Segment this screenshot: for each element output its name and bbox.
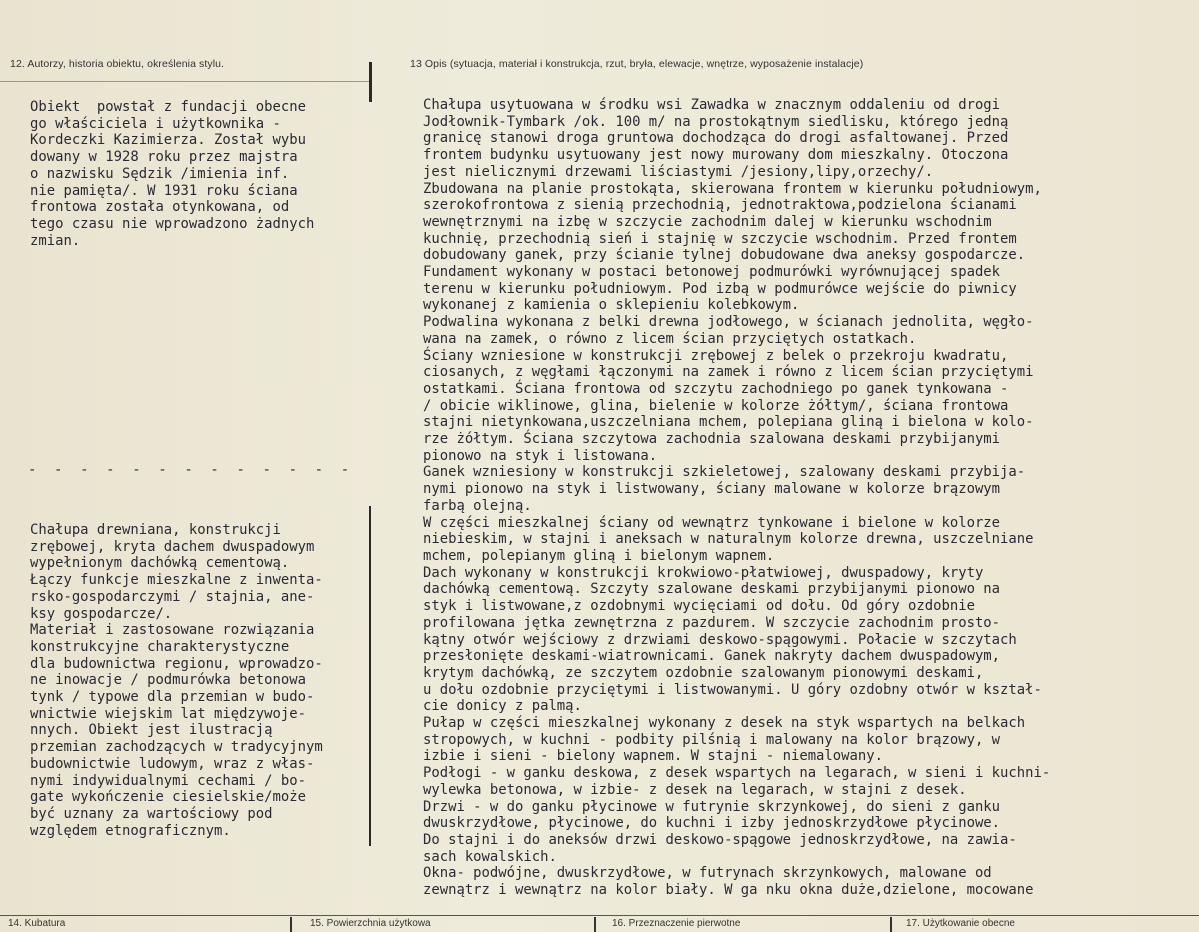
text-line: / obicie wiklinowe, glina, bielenie w kolorze żółtym/, ściana frontowa [423,397,1009,414]
text-line: Okna- podwójne, dwuskrzydłowe, w futrynach skrzynkowych, malowane od [423,865,992,882]
text-line: W części mieszkalnej ściany od wewnątrz tynkowane i bielone w kolorze [423,514,1001,531]
building-description-text [423,97,1193,899]
text-line: dachówką cementową. Szczyty szalowane deskami przybijanymi pionowo na [423,581,1001,598]
text-line: zrębowej, kryta dachem dwuspadowym [30,538,315,555]
text-line: Dach wykonany w konstrukcji krokwiowo-płatwiowej, dwuspadowy, kryty [423,564,984,581]
text-line: stropowych, w kuchni - podbity pilśnią i malowany na kolor brązowy, w [423,731,1001,748]
text-line: dwuskrzydłowe, płycinowe, do kuchni i izby jednoskrzydłowe płycinowe. [423,815,1001,832]
text-line: terenu w kierunku południowym. Pod izbą w podmurówce wejście do piwnicy [423,280,1017,297]
text-line: pionowo na styk i listowana. [423,447,658,464]
section-13-header: 13 Opis (sytuacja, materiał i konstrukcja, rzut, bryła, elewacje, wnętrze, wyposażenie instalacje) [410,58,864,70]
text-line: Pułap w części mieszkalnej wykonany z desek na styk wspartych na belkach [423,715,1026,732]
text-line: frontem budynku usytuowany jest nowy murowany dom mieszkalny. Otoczona [423,147,1009,164]
text-line: szerokofrontowa z sienią przechodnią, jednotraktowa,podzielona ścianami [423,197,1017,214]
text-line: dla budownictwa regionu, wprowadzo- [30,655,323,672]
text-line: wykonanej z kamienia o sklepieniu kolebkowym. [423,297,800,314]
text-line: tynk / typowe dla przemian w budo- [30,689,315,706]
text-line: izbie i sieni - bielony wapnem. W stajni - niemalowany. [423,748,883,765]
text-line: sach kowalskich. [423,848,557,865]
text-line: Łączy funkcje mieszkalne z inwenta- [30,572,323,589]
text-line: profilowana jętka zewnętrzna z pazdurem. W szczycie zachodnim prosto- [423,614,1001,631]
header-rule [0,81,372,82]
section-17-label: 17. Użytkowanie obecne [906,918,1015,929]
text-line: krytym dachówką, ze szczytem ozdobnie szalowanym pionowymi deskami, [423,664,984,681]
text-line: Chałupa drewniana, konstrukcji [30,522,281,538]
text-line: granicę stanowi droga gruntowa dochodząca do drogi asfaltowanej. Przed [423,130,1009,147]
section-12-header: 12. Autorzy, historia obiektu, określenia stylu. [10,58,225,70]
text-line: frontowa została otynkowana, od [30,199,290,216]
text-line: Podwalina wykonana z belki drewna jodłowego, w ścianach jednolita, węgło- [423,314,1034,331]
footer-divider [290,917,292,932]
text-line: gate wykończenie ciesielskie/może [30,789,306,806]
text-line: Do stajni i do aneksów drzwi deskowo-spągowe jednoskrzydłowe, na zawia- [423,831,1017,848]
text-line: konstrukcyjne charakterystyczne [30,638,290,655]
text-line: przemian zachodzących w tradycyjnym [30,739,323,756]
text-line: Chałupa usytuowana w środku wsi Zawadka w znacznym oddaleniu od drogi [423,97,1001,113]
text-line: kątny otwór wejściowy z drzwiami deskowo-spągowymi. Połacie w szczytach [423,631,1017,648]
text-line: nie pamięta/. W 1931 roku ściana [30,182,298,199]
text-line: wnictwie wiejskim lat międzywoje- [30,705,306,722]
text-line: zmian. [30,232,81,249]
text-line: nymi pionowo na styk i listwowany, ściany malowane w kolorze brązowym [423,481,1001,498]
text-line: tego czasu nie wprowadzono żadnych [30,215,315,232]
text-line: nymi indywidualnymi cechami / bo- [30,772,306,789]
text-line: Ganek wzniesiony w konstrukcji szkieletowej, szalowany deskami przybija- [423,464,1026,481]
text-line: u dołu ozdobnie przyciętymi i listwowanymi. U góry ozdobny otwór w kształ- [423,681,1042,698]
text-line: dowany w 1928 roku przez majstra [30,149,298,166]
text-line: niebieskim, w stajni i aneksach w naturalnym kolorze drewna, uszczelniane [423,531,1034,548]
text-line: o nazwisku Sędzik /imienia inf. [30,165,290,182]
text-line: Jodłownik-Tymbark /ok. 100 m/ na prostokątnym siedlisku, którego jedną [423,113,1009,130]
text-line: farbą olejną. [423,497,532,514]
text-line: Zbudowana na planie prostokąta, skierowana frontem w kierunku południowym, [423,180,1042,197]
text-line: mchem, polepianym gliną i bielonym wapnem. [423,547,775,564]
text-line: zewnątrz i wewnątrz na kolor biały. W ga nku okna duże,dzielone, mocowane [423,882,1034,899]
text-line: Kordeczki Kazimierza. Został wybu [30,132,306,149]
section-16-label: 16. Przeznaczenie pierwotne [612,918,741,929]
footer-divider [890,917,892,932]
text-line: ne inowacje / podmurówka betonowa [30,672,306,689]
text-line: dobudowany ganek, przy ścianie tylnej dobudowane dwa aneksy gospodarcze. [423,247,1026,264]
text-line: ostatkami. Ściana frontowa od szczytu zachodniego po ganek tynkowana - [423,380,1009,397]
text-line: Podłogi - w ganku deskowa, z desek wspartych na legarach, w sieni i kuchni- [423,765,1051,782]
text-line: wylewka betonowa, w izbie- z desek na legarach, w stajni z desek. [423,781,967,798]
text-line: wewnętrznymi na izbę w szczycie zachodnim dalej w kierunku wschodnim [423,213,992,230]
text-line: Obiekt powstał z fundacji obecne [30,99,306,115]
text-line: być uznany za wartościowy pod [30,805,273,822]
text-line: stajni nietynkowana,uszczelniana mchem, polepiana gliną i bielona w kolo- [423,414,1034,431]
text-line: kuchnię, przechodnią sień i stajnię w szczycie wschodnim. Przed frontem [423,230,1017,247]
text-line: Ściany wzniesione w konstrukcji zrębowej z belek o przekroju kwadratu, [423,347,1009,364]
text-line: wana na zamek, o równo z licem ścian przyciętych ostatkach. [423,330,917,347]
text-line: względem etnograficznym. [30,822,231,839]
column-divider-top [369,62,372,102]
dashed-separator: - - - - - - - - - - - - - [28,462,354,478]
text-line: jest nielicznymi drzewami liściastymi /jesiony,lipy,orzechy/. [423,163,934,180]
text-line: ciosanych, z węgłami łączonymi na zamek i równo z licem ścian przyciętymi [423,364,1034,381]
section-15-label: 15. Powierzchnia użytkowa [310,918,431,929]
history-text [30,99,375,249]
text-line: nnych. Obiekt jest ilustracją [30,722,273,739]
text-line: styk i listwowane,z ozdobnymi wycięciami od dołu. Od góry ozdobnie [423,598,975,615]
text-line: przesłonięte deskami-wiatrownicami. Ganek nakryty dachem dwuspadowym, [423,648,1001,665]
footer-rule [0,915,1199,916]
text-line: cie donicy z palmą. [423,698,582,715]
text-line: ksy gospodarcze/. [30,605,173,622]
text-line: Materiał i zastosowane rozwiązania [30,622,315,639]
text-line: rsko-gospodarczymi / stajnia, ane- [30,588,315,605]
footer-divider [594,917,596,932]
text-line: Drzwi - w do ganku płycinowe w futrynie skrzynkowej, do sieni z ganku [423,798,1001,815]
section-14-label: 14. Kubatura [8,918,66,929]
text-line: go właściciela i użytkownika - [30,115,281,132]
text-line: budownictwie ludowym, wraz z włas- [30,755,315,772]
text-line: rze żółtym. Ściana szczytowa zachodnia szalowana deskami przybijanymi [423,431,1001,448]
style-description-text [30,522,375,839]
text-line: wypełnionym dachówką cementową. [30,555,290,572]
text-line: Fundament wykonany w postaci betonowej podmurówki wyrównującej spadek [423,264,1001,281]
